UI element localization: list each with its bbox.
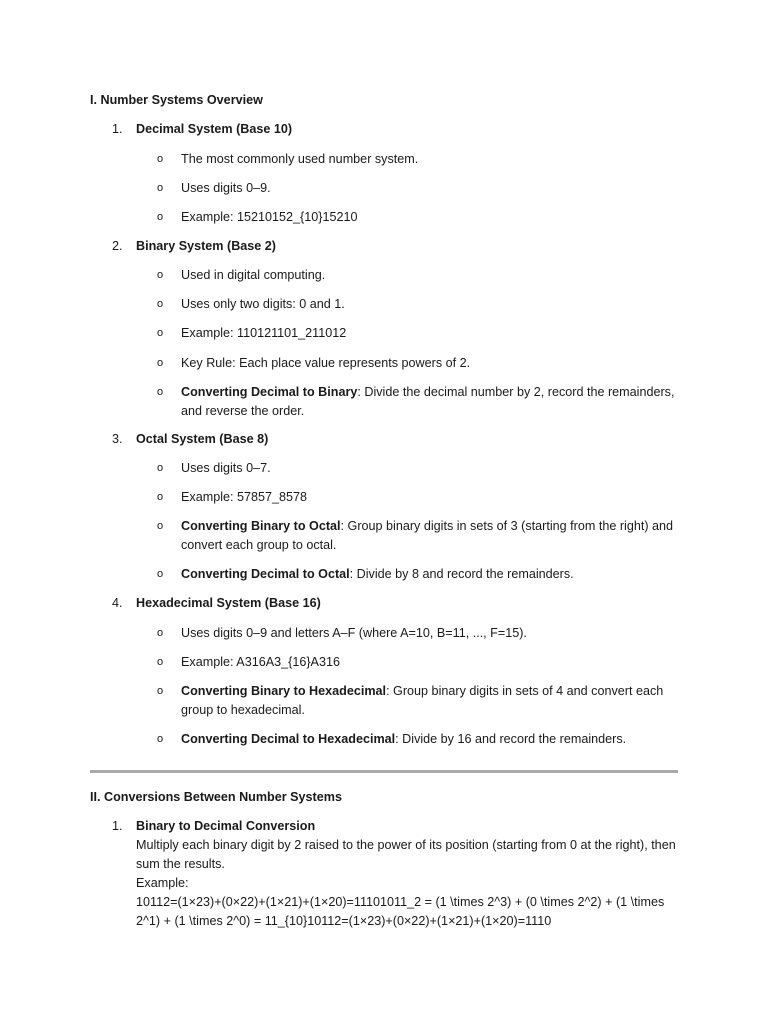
section-heading-conversions: II. Conversions Between Number Systems bbox=[90, 790, 342, 804]
list-number: 3. bbox=[112, 432, 123, 446]
list-item: Example: 57857_8578 bbox=[181, 490, 308, 504]
bullet-icon: o bbox=[157, 568, 164, 580]
list-item bbox=[181, 682, 681, 720]
list-number: 1. bbox=[112, 122, 123, 136]
list-item: The most commonly used number system. bbox=[181, 152, 419, 166]
list-item: Used in digital computing. bbox=[181, 268, 326, 282]
list-item bbox=[181, 565, 681, 584]
list-item: Uses digits 0–9. bbox=[181, 181, 271, 195]
horizontal-divider bbox=[90, 770, 678, 773]
bold-term: Converting Decimal to Binary bbox=[181, 385, 358, 399]
example-label: Example: bbox=[136, 876, 189, 890]
list-item: Example: A316A3_{16}A316 bbox=[181, 655, 340, 669]
list-item-text: : Group binary digits in sets of 4 and convert each group to hexadecimal. bbox=[181, 684, 664, 717]
example-text: 10112=(1×23)+(0×22)+(1×21)+(1×20)=11101011_2 = (1 \times 2^3) + (0 \times 2^2) + (1 \times 2^1) + (1 \times 2^0) = 11_{10}10112=(1×23)+(0×22)+(1×21)+(1×20)=1110 bbox=[136, 895, 665, 928]
list-item: Example: 15210152_{10}15210 bbox=[181, 210, 358, 224]
list-item bbox=[181, 730, 681, 749]
bullet-icon: o bbox=[157, 627, 164, 639]
list-item bbox=[181, 517, 681, 555]
list-item: Uses only two digits: 0 and 1. bbox=[181, 297, 345, 311]
bullet-icon: o bbox=[157, 269, 164, 281]
list-item: Uses digits 0–9 and letters A–F (where A=10, B=11, ..., F=15). bbox=[181, 626, 527, 640]
bullet-icon: o bbox=[157, 182, 164, 194]
paragraph-description: Multiply each binary digit by 2 raised to the power of its position (starting from 0 at the right), then sum the results. bbox=[136, 838, 676, 871]
list-number: 4. bbox=[112, 596, 123, 610]
bullet-icon: o bbox=[157, 327, 164, 339]
subheading-binary-to-decimal: Binary to Decimal Conversion bbox=[136, 819, 316, 833]
subheading-decimal-system: Decimal System (Base 10) bbox=[136, 122, 293, 136]
bullet-icon: o bbox=[157, 491, 164, 503]
bullet-icon: o bbox=[157, 298, 164, 310]
bullet-icon: o bbox=[157, 357, 164, 369]
list-item: Example: 110121101_211012 bbox=[181, 326, 347, 340]
list-number: 1. bbox=[112, 819, 123, 833]
subheading-binary-system: Binary System (Base 2) bbox=[136, 239, 276, 253]
list-item-text: : Divide by 8 and record the remainders. bbox=[349, 567, 574, 581]
bullet-icon: o bbox=[157, 656, 164, 668]
bullet-icon: o bbox=[157, 733, 164, 745]
bold-term: Converting Decimal to Octal bbox=[181, 567, 350, 581]
subheading-hexadecimal-system: Hexadecimal System (Base 16) bbox=[136, 596, 321, 610]
list-number: 2. bbox=[112, 239, 123, 253]
list-item-text: : Divide by 16 and record the remainders. bbox=[395, 732, 627, 746]
subheading-octal-system: Octal System (Base 8) bbox=[136, 432, 269, 446]
bullet-icon: o bbox=[157, 153, 164, 165]
section-heading-number-systems-overview: I. Number Systems Overview bbox=[90, 93, 263, 107]
bullet-icon: o bbox=[157, 520, 164, 532]
bold-term: Converting Binary to Hexadecimal bbox=[181, 684, 387, 698]
list-item: Key Rule: Each place value represents powers of 2. bbox=[181, 356, 471, 370]
bold-term: Converting Decimal to Hexadecimal bbox=[181, 732, 396, 746]
bullet-icon: o bbox=[157, 211, 164, 223]
list-item bbox=[181, 383, 681, 421]
bullet-icon: o bbox=[157, 386, 164, 398]
bold-term: Converting Binary to Octal bbox=[181, 519, 341, 533]
bullet-icon: o bbox=[157, 462, 164, 474]
bullet-icon: o bbox=[157, 685, 164, 697]
list-item-text: : Group binary digits in sets of 3 (starting from the right) and convert each group to octal. bbox=[181, 519, 674, 552]
list-item: Uses digits 0–7. bbox=[181, 461, 271, 475]
list-item-text: : Divide the decimal number by 2, record the remainders, and reverse the order. bbox=[181, 385, 675, 418]
